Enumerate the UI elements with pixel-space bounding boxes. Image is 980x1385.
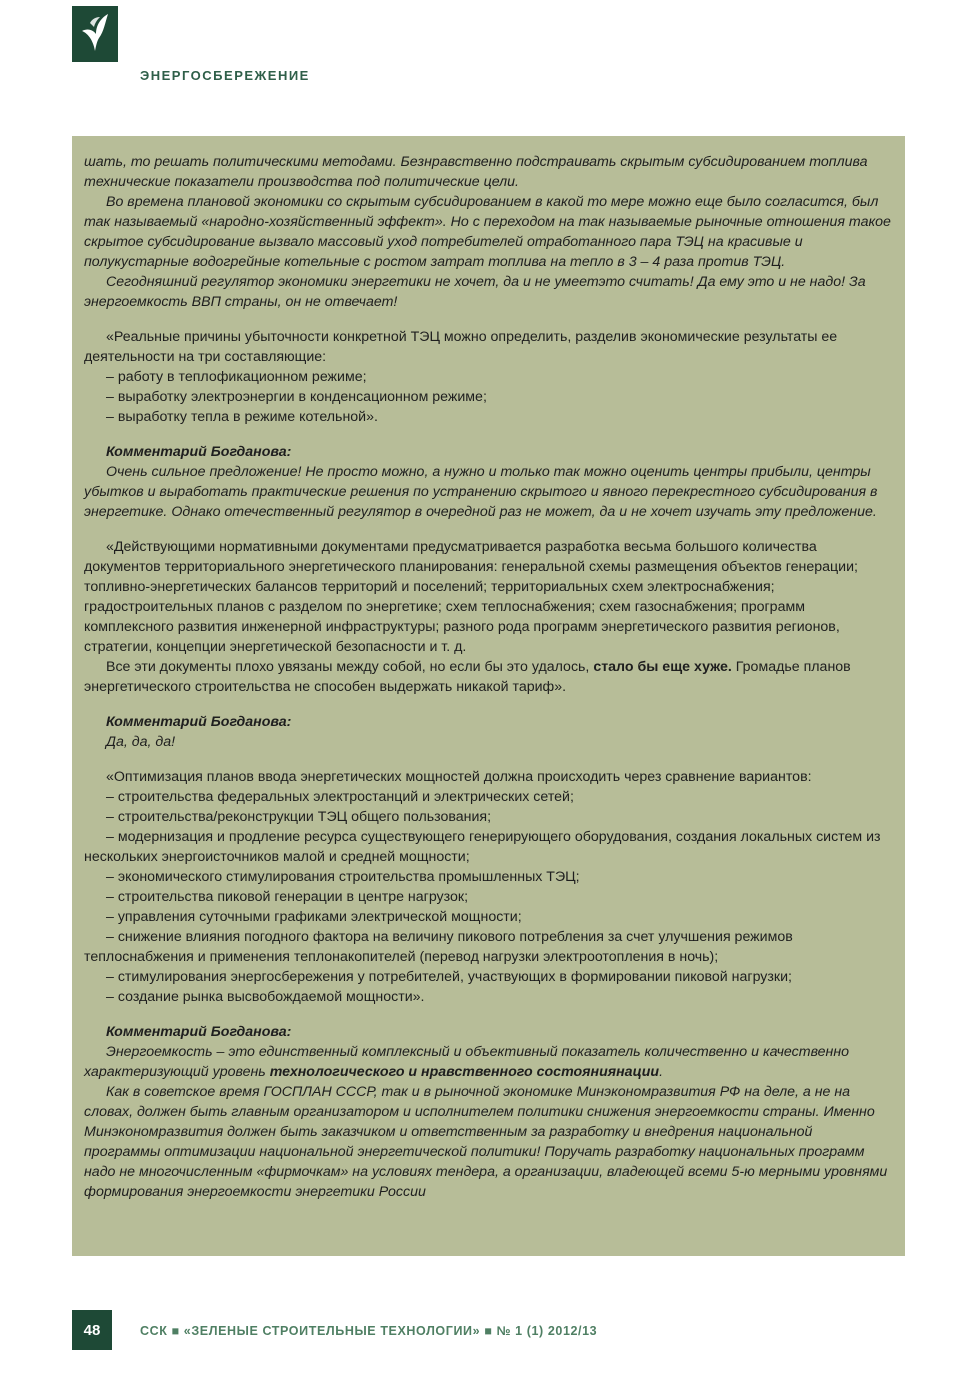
text-segment: – создание рынка высвобождаемой мощности». <box>106 989 425 1005</box>
text-segment: Да, да, да! <box>106 734 176 750</box>
article-paragraph-1 <box>84 192 891 272</box>
article-paragraph-25 <box>84 1082 891 1202</box>
text-segment: Как в советское время ГОСПЛАН СССР, так и в рыночной экономике Минэкономразвития РФ на деле, а не на словах, должен быть главным организатором и исполнителем политики снижения энергоемкости страны. Именно Минэкономразвития должен быть заказчиком и ответственным за разработку и внедрения национальной программы оптимизации национальной энергетической политики! Поручать разработку национальных программ надо не многочисленным «фирмочкам» на условиях тендера, а организации, владеющей всеми 5-ю мерными уровнями формирования энергоемкости энергетики России <box>84 1084 888 1200</box>
article-paragraph-7 <box>84 442 891 462</box>
text-segment: – выработку тепла в режиме котельной». <box>106 409 378 425</box>
text-segment: – работу в теплофикационном режиме; <box>106 369 367 385</box>
text-segment: – экономического стимулирования строительства промышленных ТЭЦ; <box>106 869 580 885</box>
text-segment: – управления суточными графиками электрической мощности; <box>106 909 522 925</box>
article-body <box>84 152 891 1202</box>
article-paragraph-6 <box>84 407 891 427</box>
text-segment: Комментарий Богданова: <box>106 444 292 460</box>
article-paragraph-13 <box>84 767 891 787</box>
article-paragraph-18 <box>84 887 891 907</box>
leaf-logo-icon <box>76 9 114 60</box>
article-panel <box>72 136 905 1256</box>
article-paragraph-11 <box>84 712 891 732</box>
article-paragraph-16 <box>84 827 891 867</box>
article-paragraph-8 <box>84 462 891 522</box>
text-segment: Все эти документы плохо увязаны между собой, но если бы это удалось, <box>106 659 594 675</box>
article-paragraph-4 <box>84 367 891 387</box>
article-paragraph-20 <box>84 927 891 967</box>
text-segment: – строительства федеральных электростанций и электрических сетей; <box>106 789 574 805</box>
article-paragraph-12 <box>84 732 891 752</box>
text-segment: – стимулирования энергосбережения у потребителей, участвующих в формировании пиковой нагрузки; <box>106 969 792 985</box>
article-paragraph-21 <box>84 967 891 987</box>
text-segment: – модернизация и продление ресурса существующего генерирующего оборудования, создания локальных систем из нескольких энергоисточников малой и средней мощности; <box>84 829 881 865</box>
text-segment: «Действующими нормативными документами предусматривается разработка весьма большого количества документов территориального энергетического планирования: генеральной схемы размещения объектов генерации; топливно-энергетических балансов территорий и поселений; территориальных схем электроснабжения; градостроительных планов с разделом по энергетике; схем теплоснабжения; схем газоснабжения; программ комплексного развития инженерной инфраструктуры; разного рода программ энергетического развития регионов, стратегии, концепции энергетической безопасности и т. д. <box>84 539 858 655</box>
text-segment: Очень сильное предложение! Не просто можно, а нужно и только так можно оценить центры прибыли, центры убытков и выработать практические решения по устранению скрытого и явного перекрестного субсидирования в энергетике. Однако отечественный регулятор в очередной раз не может, да и не хочет изучать эту предложение. <box>84 464 878 520</box>
text-segment: «Реальные причины убыточности конкретной ТЭЦ можно определить, разделив экономические результаты ее деятельности на три составляющие: <box>84 329 838 365</box>
article-paragraph-15 <box>84 807 891 827</box>
article-paragraph-2 <box>84 272 891 312</box>
journal-footer-line: ССК ■ «ЗЕЛЕНЫЕ СТРОИТЕЛЬНЫЕ ТЕХНОЛОГИИ» ■ № 1 (1) 2012/13 <box>140 1324 598 1338</box>
text-segment: Энергоемкость – это единственный комплексный и объективный показатель количественно и качественно характеризующий уровень <box>84 1044 850 1080</box>
text-segment: – строительства/реконструкции ТЭЦ общего пользования; <box>106 809 492 825</box>
publisher-logo <box>72 6 118 62</box>
text-segment: шать, то решать политическими методами. Безнравственно подстраивать скрытым субсидированием топлива технические показатели производства под политические цели. <box>84 154 868 190</box>
text-segment: Комментарий Богданова: <box>106 1024 292 1040</box>
article-paragraph-14 <box>84 787 891 807</box>
article-paragraph-10 <box>84 657 891 697</box>
page-number: 48 <box>83 1321 101 1339</box>
article-paragraph-22 <box>84 987 891 1007</box>
emphasized-text: стало бы еще хуже. <box>593 659 732 675</box>
article-paragraph-3 <box>84 327 891 367</box>
text-segment: «Оптимизация планов ввода энергетических мощностей должна происходить через сравнение вариантов: <box>106 769 812 785</box>
text-segment: . <box>659 1064 664 1080</box>
page-number-box <box>72 1310 112 1350</box>
article-paragraph-24 <box>84 1042 891 1082</box>
text-segment: – снижение влияния погодного фактора на величину пикового потребления за счет улучшения режимов теплоснабжения и применения теплонакопителей (перевод нагрузки электроотопления в ночь); <box>84 929 793 965</box>
text-segment: Комментарий Богданова: <box>106 714 292 730</box>
article-paragraph-5 <box>84 387 891 407</box>
article-paragraph-9 <box>84 537 891 657</box>
text-segment: – выработку электроэнергии в конденсационном режиме; <box>106 389 487 405</box>
text-segment: Во времена плановой экономики со скрытым субсидированием в какой то мере можно еще было согласится, был так называемый «народно-хозяйственный эффект». Но с переходом на так называемые рыночные отношения такое скрытое субсидирование вызвало массовый уход потребителей отработанного пара ТЭЦ на красивые и полукустарные водогрейные котельные с ростом затрат топлива на тепло в 3 – 4 раза против ТЭЦ. <box>84 194 891 270</box>
text-segment: Сегодняшний регулятор экономики энергетики не хочет, да и не умеетэто считать! Да ему это и не надо! За энергоемкость ВВП страны, он не отвечает! <box>84 274 866 310</box>
section-title: ЭНЕРГОСБЕРЕЖЕНИЕ <box>140 68 310 83</box>
article-paragraph-0 <box>84 152 891 192</box>
article-paragraph-17 <box>84 867 891 887</box>
text-segment: – строительства пиковой генерации в центре нагрузок; <box>106 889 469 905</box>
article-paragraph-23 <box>84 1022 891 1042</box>
emphasized-text: технологического и нравственного состояниянации <box>269 1064 660 1080</box>
text-segment: Громадье планов энергетического строительства не способен выдержать никакой тариф». <box>84 659 851 695</box>
article-paragraph-19 <box>84 907 891 927</box>
